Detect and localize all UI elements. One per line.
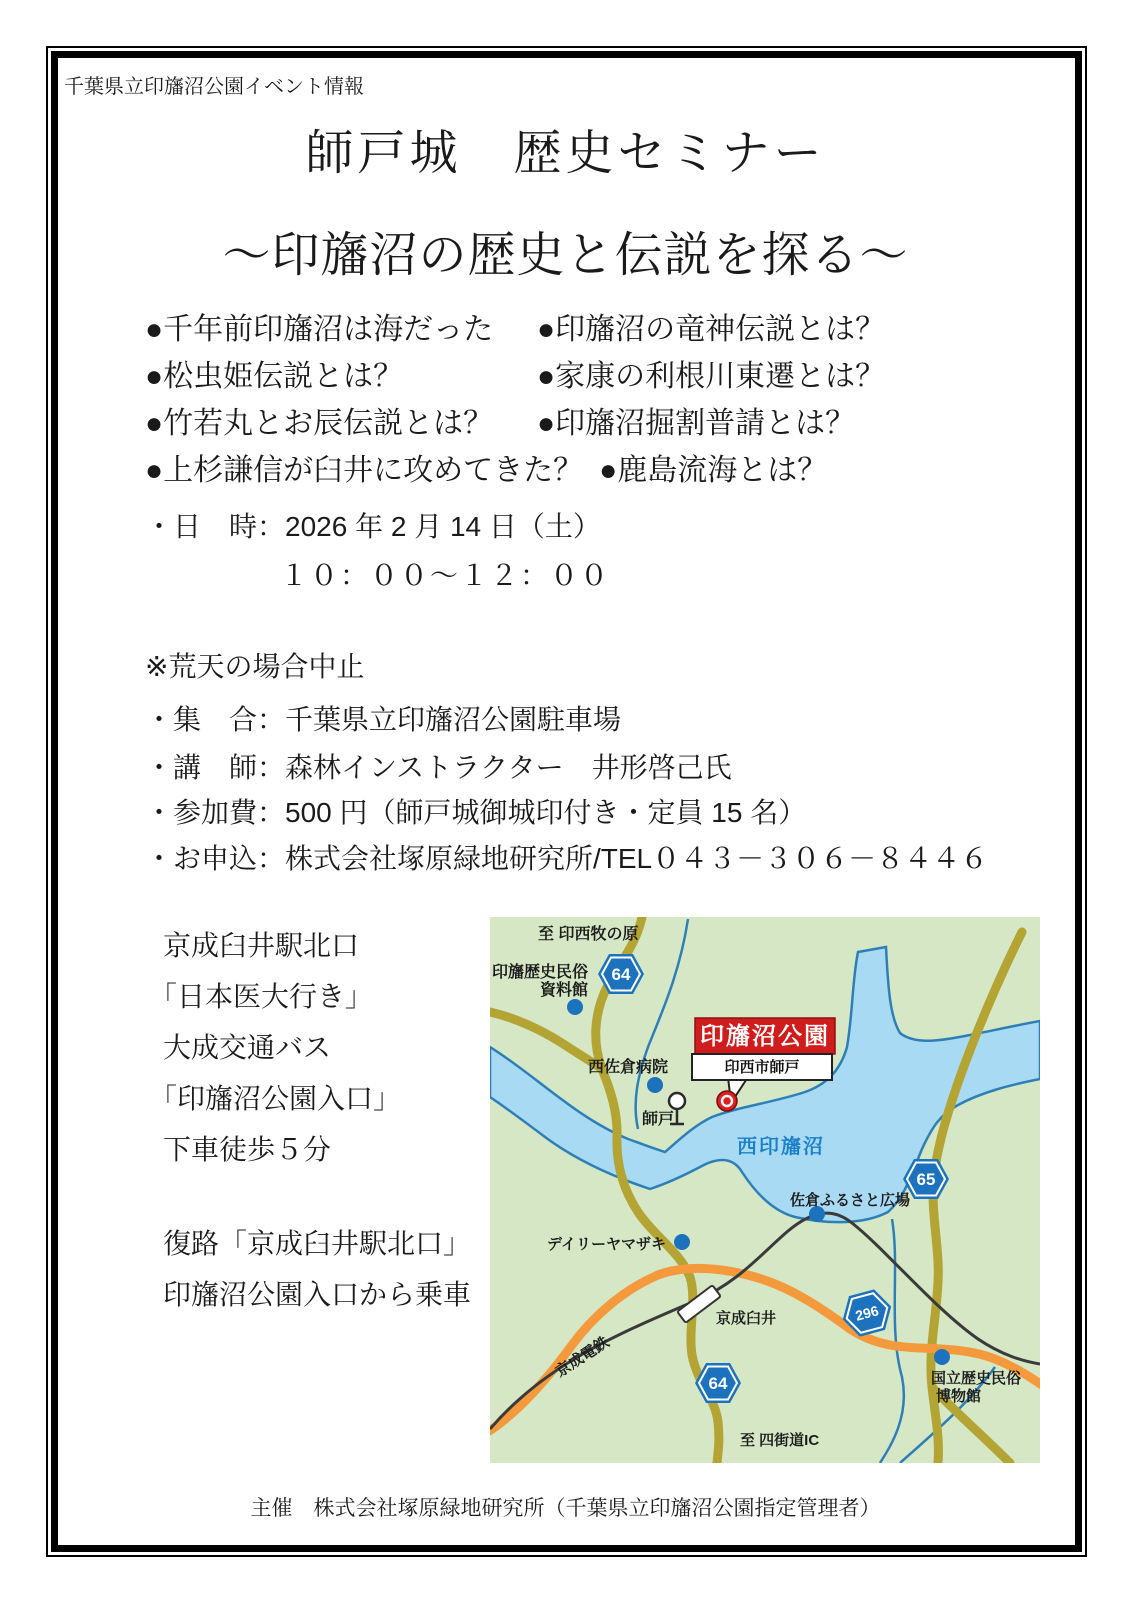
svg-text:296: 296	[853, 1302, 881, 1324]
topic-item: ●千年前印旛沼は海だった	[145, 312, 494, 346]
topic-row	[145, 302, 885, 349]
poi-dot-inba-museum	[567, 999, 583, 1015]
topic-item: ●印旛沼の竜神伝説とは？	[537, 312, 886, 346]
map-label-to-north: 至 印西牧の原	[538, 926, 639, 943]
topic-item: ●家康の利根川東遷とは？	[537, 359, 886, 393]
map-label-railway: 京成電鉄	[552, 1333, 613, 1381]
topic-row	[145, 443, 885, 490]
topic-row	[145, 349, 885, 396]
map-label-park-address: 印西市師戸	[724, 1059, 800, 1076]
topic-item: ●竹若丸とお辰伝説とは？	[145, 406, 494, 440]
topic-row	[145, 396, 885, 443]
topic-item: ●印旛沼掘割普請とは？	[537, 406, 856, 440]
meeting-point-line: ・集 合：千葉県立印旛沼公園駐車場	[145, 704, 622, 735]
event-subtitle: ～印旛沼の歴史と伝説を探る～	[222, 229, 909, 282]
access-line: 京成臼井駅北口	[163, 930, 360, 961]
topics-list	[145, 302, 885, 490]
topic-item: ●鹿島流海とは？	[599, 453, 828, 487]
access-info	[149, 920, 402, 1175]
map-label-to-south: 至 四街道IC	[740, 1432, 820, 1449]
svg-text:64: 64	[708, 1374, 728, 1393]
map-label-national-museum: 国立歴史民俗	[931, 1370, 1022, 1387]
return-info	[163, 1218, 471, 1320]
access-line: 「日本医大行き」	[149, 981, 374, 1012]
topic-item: ●上杉謙信が臼井に攻めてきた？	[145, 453, 584, 487]
access-line: 下車徒歩５分	[163, 1134, 332, 1165]
map-label-hiroba: 佐倉ふるさと広場	[790, 1192, 911, 1209]
organizer-line: 主催 株式会社塚原緑地研究所（千葉県立印旛沼公園指定管理者）	[250, 1497, 881, 1520]
access-map	[490, 917, 1040, 1463]
map-label-national-museum: 博物館	[936, 1388, 982, 1405]
map-label-park: 印旛沼公園	[700, 1023, 830, 1050]
time-line: １０：００～１２：００	[280, 560, 611, 591]
fee-line: ・参加費：500 円（師戸城御城印付き・定員 15 名）	[145, 797, 807, 828]
lecturer-line: ・講 師：森林インストラクター 井形啓己氏	[145, 752, 732, 783]
park-marker-icon	[717, 1091, 737, 1111]
map-label-bus-stop: 師戸	[642, 1111, 675, 1128]
poi-dot-hospital	[647, 1077, 663, 1093]
map-label-station: 京成臼井	[716, 1310, 777, 1327]
date-line: ・日 時：2026 年 2 月 14 日（土）	[145, 511, 601, 542]
map-label-inba-museum: 資料館	[539, 982, 588, 999]
apply-line: ・お申込：株式会社塚原緑地研究所/TEL０４３－３０６－８４４６	[145, 843, 989, 874]
header-note: 千葉県立印旛沼公園イベント情報	[64, 76, 364, 98]
poi-dot-national-museum	[934, 1349, 950, 1365]
poi-dot-daily-yamazaki	[674, 1234, 690, 1250]
access-line: 大成交通バス	[163, 1032, 332, 1063]
event-title: 師戸城 歴史セミナー	[305, 127, 826, 180]
svg-text:64: 64	[611, 965, 631, 984]
access-line: 「印旛沼公園入口」	[149, 1083, 402, 1114]
map-label-inba-museum: 印旛歴史民俗	[491, 964, 588, 981]
weather-cancel-note: ※荒天の場合中止	[145, 651, 365, 682]
map-label-hospital: 西佐倉病院	[588, 1059, 669, 1076]
map-label-daily-yamazaki: デイリーヤマザキ	[547, 1236, 666, 1253]
topic-item: ●松虫姫伝説とは？	[145, 359, 404, 393]
return-line: 印旛沼公園入口から乗車	[163, 1279, 472, 1310]
return-line: 復路「京成臼井駅北口」	[163, 1228, 472, 1259]
map-label-lake: 西印旛沼	[737, 1136, 825, 1158]
svg-text:65: 65	[916, 1170, 936, 1189]
